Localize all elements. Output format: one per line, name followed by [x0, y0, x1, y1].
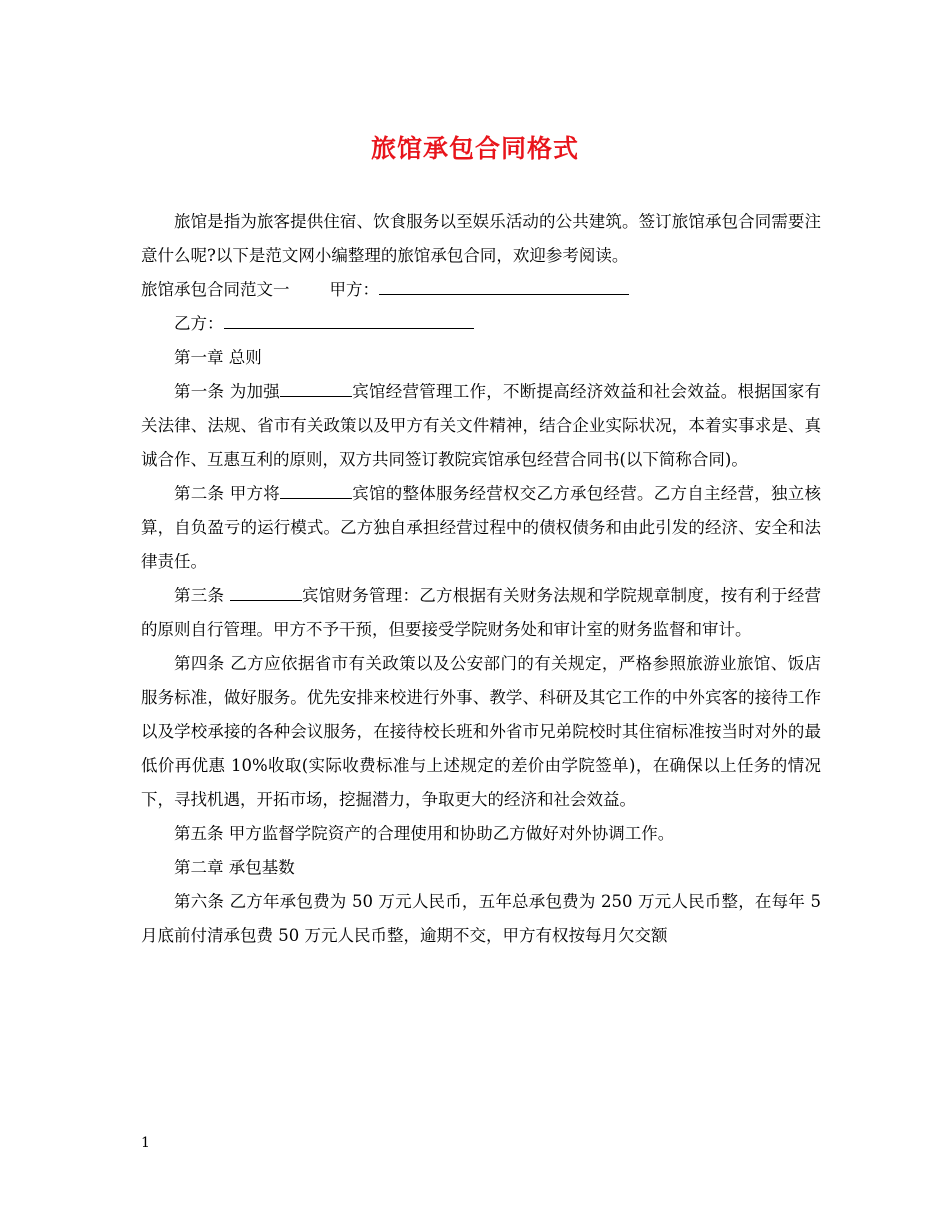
sample-title: 旅馆承包合同范文一: [141, 280, 290, 299]
article-2-blank: [280, 480, 352, 499]
article-3: [141, 579, 821, 647]
chapter-1-heading: 第一章 总则: [174, 348, 262, 367]
article-2: [141, 477, 821, 579]
article-6: 第六条 乙方年承包费为 50 万元人民币，五年总承包费为 250 万元人民币整，在每年 5 月底前付清承包费 50 万元人民币整，逾期不交，甲方有权按每月欠交额: [141, 892, 821, 945]
party-b-line: [141, 307, 821, 341]
article-1-blank: [280, 378, 352, 397]
article-1: [141, 375, 821, 477]
document-title: 旅馆承包合同格式: [370, 134, 579, 163]
page-number: 1: [141, 1135, 150, 1151]
article-3-blank: [230, 582, 302, 601]
sample-title-line: [141, 273, 821, 307]
article-2-text: 宾馆的整体服务经营权交乙方承包经营。乙方自主经营，独立核算，自负盈亏的运行模式。乙方独自承担经营过程中的债权债务和由此引发的经济、安全和法律责任。: [141, 484, 821, 571]
article-5: 第五条 甲方监督学院资产的合理使用和协助乙方做好对外协调工作。: [174, 824, 675, 843]
document-body: [141, 205, 821, 953]
article-3-text: 宾馆财务管理：乙方根据有关财务法规和学院规章制度，按有利于经营的原则自行管理。甲方不予干预，但要接受学院财务处和审计室的财务监督和审计。: [141, 586, 821, 639]
party-b-blank: [224, 310, 474, 329]
intro-paragraph: 旅馆是指为旅客提供住宿、饮食服务以至娱乐活动的公共建筑。签订旅馆承包合同需要注意什么呢?以下是范文网小编整理的旅馆承包合同，欢迎参考阅读。: [141, 212, 821, 265]
article-1-lead: 第一条 为加强: [174, 382, 280, 401]
article-1-text: 宾馆经营管理工作，不断提高经济效益和社会效益。根据国家有关法律、法规、省市有关政策以及甲方有关文件精神，结合企业实际状况，本着实事求是、真诚合作、互惠互利的原则，双方共同签订教院宾馆承包经营合同书(以下简称合同)。: [141, 382, 821, 469]
party-a-blank: [379, 276, 629, 295]
party-b-label: 乙方：: [174, 314, 224, 333]
party-a-label: 甲方：: [329, 280, 379, 299]
article-3-lead: 第三条: [174, 586, 230, 605]
chapter-2-heading: 第二章 承包基数: [174, 858, 295, 877]
article-2-lead: 第二条 甲方将: [174, 484, 280, 503]
article-4: 第四条 乙方应依据省市有关政策以及公安部门的有关规定，严格参照旅游业旅馆、饭店服务标准，做好服务。优先安排来校进行外事、教学、科研及其它工作的中外宾客的接待工作以及学校承接的各种会议服务，在接待校长班和外省市兄弟院校时其住宿标准按当时对外的最低价再优惠 10%收取(实际收费标准与上述规定的差价由学院签单)，在确保以上任务的情况下，寻找机遇，开拓市场，挖掘潜力，争取更大的经济和社会效益。: [141, 654, 821, 809]
